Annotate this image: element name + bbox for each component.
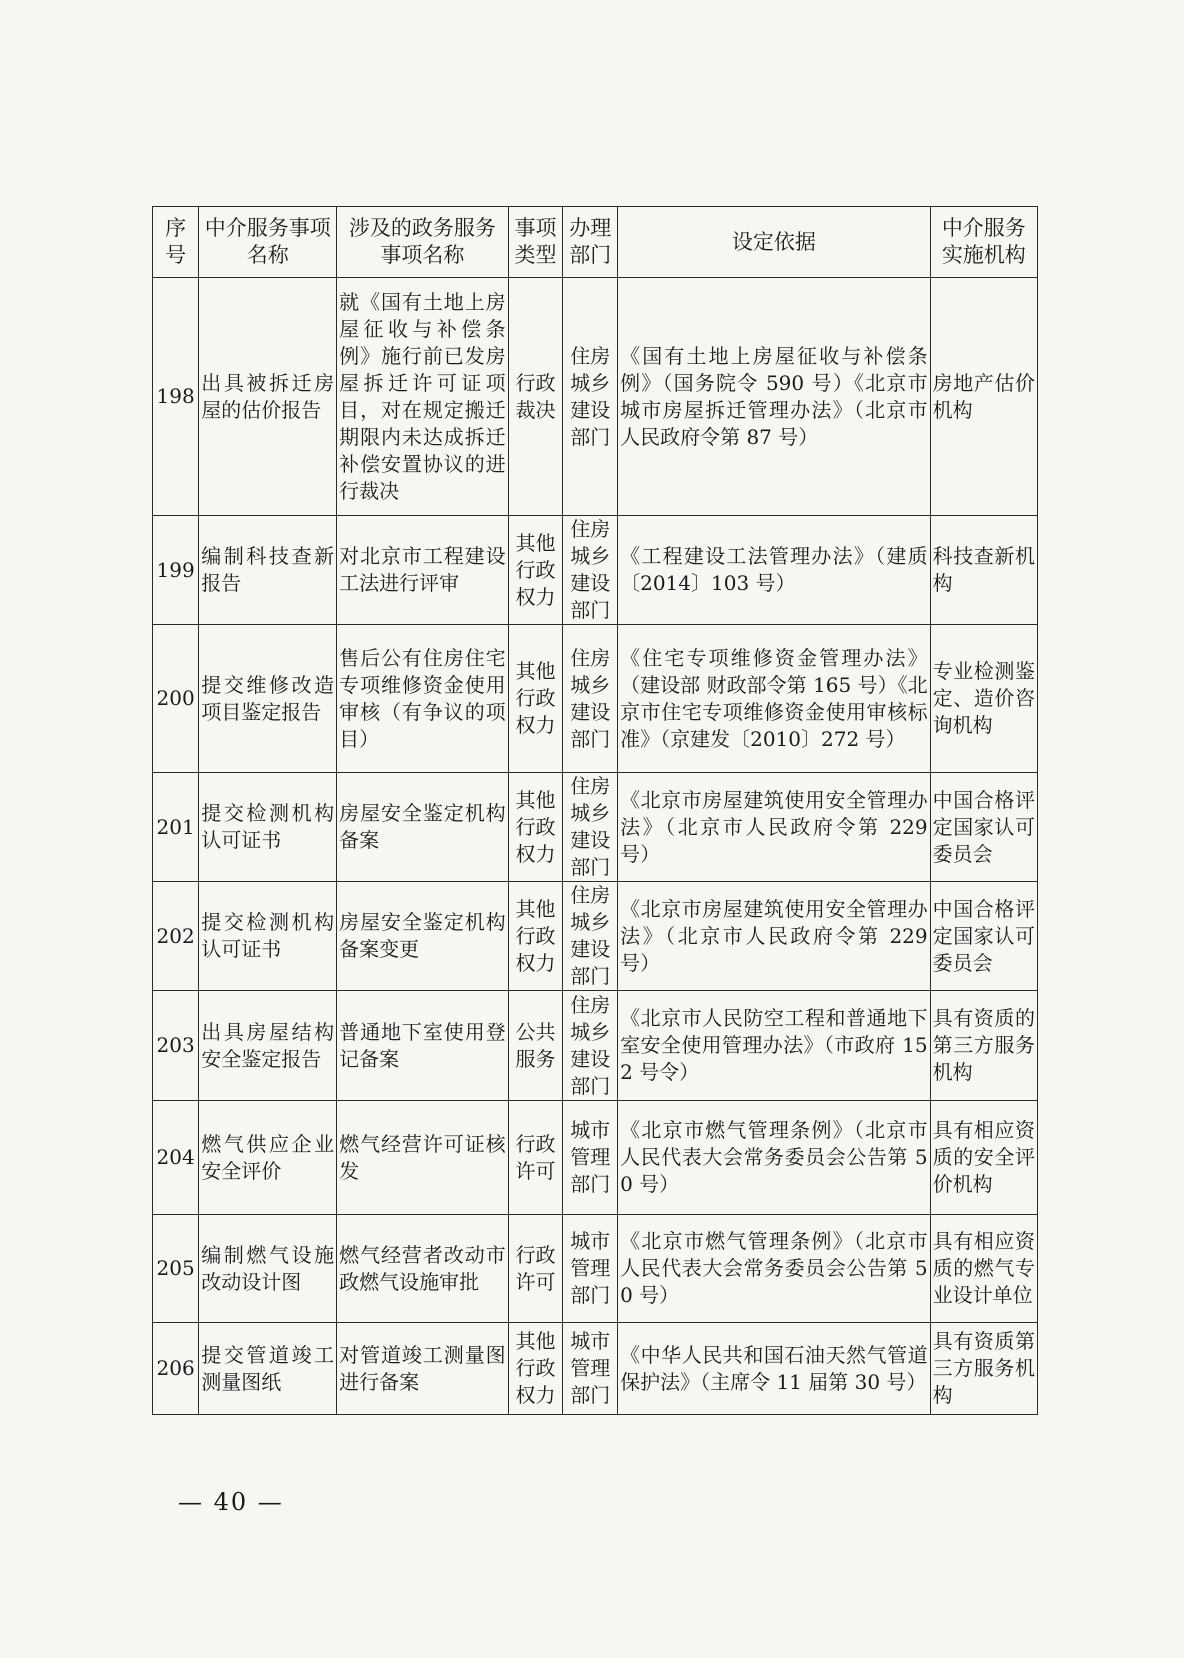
row-provider: 具有资质第三方服务机构 — [930, 1323, 1037, 1415]
row-serial: 202 — [153, 882, 199, 991]
row-service: 出具房屋结构安全鉴定报告 — [199, 991, 337, 1101]
row-department: 住房城乡建设部门 — [563, 991, 618, 1101]
row-basis: 《北京市人民防空工程和普通地下室安全使用管理办法》（市政府 152 号令） — [618, 991, 931, 1101]
row-service: 提交检测机构认可证书 — [199, 882, 337, 991]
row-gov-item: 就《国有土地上房屋征收与补偿条例》施行前已发房屋拆迁许可证项目，对在规定搬迁期限内未达成拆迁补偿安置协议的进行裁决 — [337, 278, 509, 516]
service-table — [152, 206, 1038, 1415]
row-basis: 《国有土地上房屋征收与补偿条例》（国务院令 590 号）《北京市城市房屋拆迁管理办法》（北京市人民政府令第 87 号） — [618, 278, 931, 516]
table-row — [153, 1323, 1038, 1415]
row-provider: 具有相应资质的安全评价机构 — [930, 1101, 1037, 1215]
table-row — [153, 625, 1038, 773]
row-provider: 具有资质的第三方服务机构 — [930, 991, 1037, 1101]
row-gov-item: 房屋安全鉴定机构备案变更 — [337, 882, 509, 991]
header-provider: 中介服务实施机构 — [930, 207, 1037, 278]
page-number: — 40 — — [178, 1488, 284, 1516]
row-service: 出具被拆迁房屋的估价报告 — [199, 278, 337, 516]
row-serial: 204 — [153, 1101, 199, 1215]
row-department: 住房城乡建设部门 — [563, 882, 618, 991]
row-service: 编制科技查新报告 — [199, 516, 337, 625]
row-provider: 专业检测鉴定、造价咨询机构 — [930, 625, 1037, 773]
row-serial: 199 — [153, 516, 199, 625]
row-gov-item: 普通地下室使用登记备案 — [337, 991, 509, 1101]
table-row — [153, 1215, 1038, 1323]
row-type: 其他行政权力 — [508, 882, 563, 991]
row-department: 城市管理部门 — [563, 1101, 618, 1215]
row-provider: 中国合格评定国家认可委员会 — [930, 773, 1037, 882]
row-basis: 《北京市房屋建筑使用安全管理办法》（北京市人民政府令第 229 号） — [618, 882, 931, 991]
row-service: 编制燃气设施改动设计图 — [199, 1215, 337, 1323]
row-provider: 科技查新机构 — [930, 516, 1037, 625]
row-service: 提交检测机构认可证书 — [199, 773, 337, 882]
table-row — [153, 1101, 1038, 1215]
row-service: 提交管道竣工测量图纸 — [199, 1323, 337, 1415]
row-basis: 《中华人民共和国石油天然气管道保护法》（主席令 11 届第 30 号） — [618, 1323, 931, 1415]
row-department: 住房城乡建设部门 — [563, 278, 618, 516]
row-type: 公共服务 — [508, 991, 563, 1101]
row-gov-item: 对北京市工程建设工法进行评审 — [337, 516, 509, 625]
row-serial: 203 — [153, 991, 199, 1101]
row-serial: 201 — [153, 773, 199, 882]
row-type: 行政裁决 — [508, 278, 563, 516]
row-basis: 《北京市房屋建筑使用安全管理办法》（北京市人民政府令第 229 号） — [618, 773, 931, 882]
row-gov-item: 燃气经营者改动市政燃气设施审批 — [337, 1215, 509, 1323]
row-serial: 206 — [153, 1323, 199, 1415]
table-header-row — [153, 207, 1038, 278]
table-row — [153, 278, 1038, 516]
row-basis: 《工程建设工法管理办法》（建质〔2014〕103 号） — [618, 516, 931, 625]
row-basis: 《北京市燃气管理条例》（北京市人民代表大会常务委员会公告第 50 号） — [618, 1215, 931, 1323]
row-department: 住房城乡建设部门 — [563, 625, 618, 773]
row-department: 城市管理部门 — [563, 1215, 618, 1323]
row-type: 其他行政权力 — [508, 625, 563, 773]
header-legal-basis: 设定依据 — [618, 207, 931, 278]
table-row — [153, 882, 1038, 991]
table-row — [153, 773, 1038, 882]
row-serial: 198 — [153, 278, 199, 516]
row-serial: 205 — [153, 1215, 199, 1323]
row-basis: 《北京市燃气管理条例》（北京市人民代表大会常务委员会公告第 50 号） — [618, 1101, 931, 1215]
row-type: 行政许可 — [508, 1215, 563, 1323]
row-department: 住房城乡建设部门 — [563, 773, 618, 882]
row-department: 城市管理部门 — [563, 1323, 618, 1415]
row-provider: 房地产估价机构 — [930, 278, 1037, 516]
header-item-type: 事项类型 — [508, 207, 563, 278]
row-serial: 200 — [153, 625, 199, 773]
row-basis: 《住宅专项维修资金管理办法》（建设部 财政部令第 165 号）《北京市住宅专项维修资金使用审核标准》（京建发〔2010〕272 号） — [618, 625, 931, 773]
row-gov-item: 燃气经营许可证核发 — [337, 1101, 509, 1215]
row-gov-item: 房屋安全鉴定机构备案 — [337, 773, 509, 882]
row-provider: 具有相应资质的燃气专业设计单位 — [930, 1215, 1037, 1323]
table-row — [153, 991, 1038, 1101]
row-service: 提交维修改造项目鉴定报告 — [199, 625, 337, 773]
header-serial: 序号 — [153, 207, 199, 278]
row-type: 其他行政权力 — [508, 516, 563, 625]
row-gov-item: 对管道竣工测量图进行备案 — [337, 1323, 509, 1415]
table-row — [153, 516, 1038, 625]
row-gov-item: 售后公有住房住宅专项维修资金使用审核（有争议的项目） — [337, 625, 509, 773]
row-type: 行政许可 — [508, 1101, 563, 1215]
row-provider: 中国合格评定国家认可委员会 — [930, 882, 1037, 991]
header-service-name: 中介服务事项名称 — [199, 207, 337, 278]
row-service: 燃气供应企业安全评价 — [199, 1101, 337, 1215]
header-gov-item: 涉及的政务服务事项名称 — [337, 207, 509, 278]
row-department: 住房城乡建设部门 — [563, 516, 618, 625]
row-type: 其他行政权力 — [508, 1323, 563, 1415]
row-type: 其他行政权力 — [508, 773, 563, 882]
header-department: 办理部门 — [563, 207, 618, 278]
